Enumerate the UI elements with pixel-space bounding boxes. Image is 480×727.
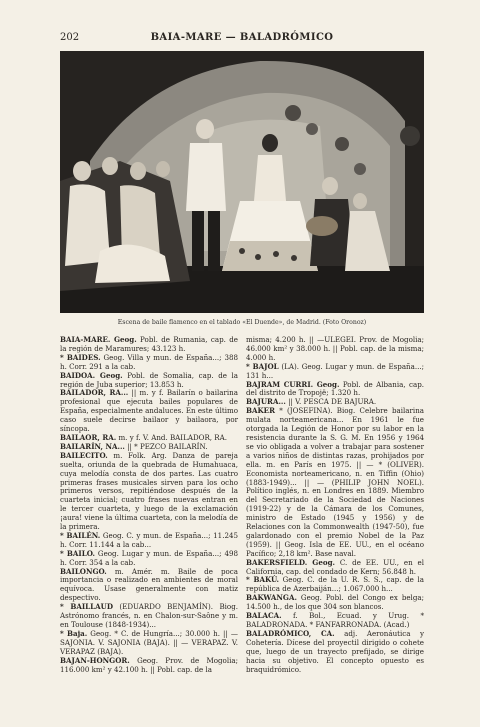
entry-definition: Pobl. de Rumania, cap. de la región de Maramures; 43.123 h. [60,335,238,353]
left-column [60,336,238,674]
entry-headword: BAJURA... [246,397,286,407]
entry-headword: * BAKÚ. [246,575,279,585]
entry-definition: * (JOSEFINA). Biog. Celebre bailarina mulata norteamericana... En 1961 le fue otorgada la Legión de Honor por su labor en la resistencia durante la S. G. M. En 1956 y 1964 se vio obligada a volver a trabajar para sostener a varios niños de distintas razas, prohijados por ella. m. en París en 1975. || — * (OLIVER). Economista norteamericano, n. en Tiffin (Ohio) (1883-1949)... || — (PHILIP JOHN NOEL). Político inglés, n. en Londres en 1889. Miembro del Secretariado de la Sociedad de Naciones (1919-22) y de la Cámara de los Comunes, ministro de Estado (1945 y 1956) y de Relaciones con la Commonwealth (1947-50), fue galardonado con el premio Nobel de la Paz (1959). || Geog. Isla de EE. UU., en el océano Pacífico; 2,18 km². Base naval. [246,406,424,558]
entry-headword: * BAJOL [246,361,279,371]
entry-definition: m. Folk. Arg. Danza de pareja suelta, oriunda de la quebrada de Humahuaca, cuya melodía consta de dos partes. Las cuatro primeras frases musicales sirven para los ocho primeros versos, repitiéndose después de la cuarteta inicial; cuatro frases nuevas entran en le tercer cuarteta, y luego de la exclamación ¡aura! viene la última cuarteta, con la melodía de la primera. [60,450,238,532]
entry-headword: * Baja. [60,628,88,638]
entry-headword: BAKWANGA. [246,593,297,603]
entry-definition: f. Bol., Ecuad. y Urug. * BALADRONADA. * FANFARRONADA. (Acad.) [246,611,424,629]
entry-definition: Geog. C. de la U. R. S. S., cap. de la república de Azerbaiján...; 1.067.000 h... [246,575,424,594]
dictionary-entry [246,559,424,577]
entry-definition: C. de EE. UU., en el California, cap. del condado de Kern; 56.848 h. [246,557,424,576]
dictionary-entry [60,354,238,372]
entry-definition: Pobl. de Somalia, cap. de la región de Juba superior; 13.853 h. [60,370,239,389]
entry-headword: BAJAN-HONGOR. [60,655,130,665]
entry-definition: Geog. Pobl. del Congo ex belga; 14.500 h., de los que 304 son blancos. [246,593,424,612]
dictionary-entry [60,630,238,657]
dictionary-entry [246,630,424,675]
entry-definition: (LA). Geog. Lugar y mun. de España...; 131 h... [246,361,425,380]
dictionary-entry [246,612,424,630]
entry-headword: BAILARÍN, NA... [60,441,125,451]
right-column [246,336,424,674]
dictionary-entry [60,603,238,630]
photo-caption: Escena de baile flamenco en el tablado «El Duende», de Madrid. (Foto Oronoz) [117,319,367,326]
entry-headword: BAIDOA. Geog. [60,370,123,380]
flamenco-photo [60,51,424,313]
entry-headword: BAIA-MARE. Geog. [60,335,137,344]
entry-definition: || * PEZCO BAILARÍN. [124,441,208,451]
dictionary-entry [60,389,238,434]
dictionary-entry [246,576,424,594]
entry-definition: misma; 4.200 h. || —ULEGEI. Prov. de Mogolia; 46.000 km² y 38.000 h. || Pobl. cap. de la misma; 4.000 h. [246,335,424,362]
page-header [60,32,424,46]
entry-headword: BAJRAM CURRI. Geog. [246,379,340,389]
dictionary-entry [246,594,424,612]
entry-definition: Geog. * C. de Hungría...; 30.000 h. || — SAJONIA. V. SAJONIA (BAJA). || — VERAPAZ. V. VERAPAZ (BAJA). [60,628,238,656]
entry-headword: BALACA. [246,611,282,621]
entry-headword: BAILADOR, RA... [60,388,129,398]
entry-definition: Geog. C. y mun. de España...; 11.245 h. Corr. 11.144 a la cab... [60,530,238,549]
dictionary-entry [246,381,424,399]
dictionary-entry [60,657,238,675]
running-title: BAIA-MARE — BALADRÓMICO [150,32,334,43]
entry-headword: BAILECITO. [60,450,108,460]
entry-headword: * BAILLAUD [60,602,113,612]
dictionary-entry [60,532,238,550]
dictionary-entry [246,407,424,558]
entry-headword: BAKERSFIELD. Geog. [246,557,336,567]
entry-definition: || m. y f. Bailarín o bailarina profesional que ejecuta bailes populares de España, especialmente andaluces. En este último caso suele decirse bailaor y bailaora, por síncopa. [60,388,238,434]
entry-definition: Geog. Prov. de Mogolia; 116.000 km² y 42.100 h. || Pobl. cap. de la [60,655,238,674]
entries-columns [60,336,424,721]
entry-definition: Pobl. de Albania, cap. del distrito de Tropojë; 1.320 h. [246,379,424,398]
entry-headword: BAKER [246,406,275,416]
page-number: 202 [60,32,80,43]
entry-definition: Geog. Villa y mun. de España...; 388 h. Corr. 291 a la cab. [60,352,238,371]
dictionary-entry [60,568,238,604]
dictionary-entry [246,336,424,363]
entry-headword: BAILAOR, RA. [60,432,117,442]
entry-headword: BALADRÓMICO, CA. [246,628,335,638]
entry-headword: * BAIDES. [60,352,101,362]
dictionary-entry [60,372,238,390]
entry-headword: * BAILO. [60,548,95,558]
entry-definition: adj. Aeronáutica y Cohetería. Dícese del proyectil dirigido o cohete que, luego de un trayecto prefijado, se dirige hacia su objetivo. El concepto opuesto es braquidrómico. [246,628,425,674]
entry-headword: * BAILÉN. [60,530,101,540]
dictionary-entry [246,363,424,381]
entry-definition: || V. PESCA DE BAJURA. [285,397,377,407]
entry-headword: BAILONGO. [60,566,107,576]
entry-definition: Geog. Lugar y mun. de España...; 498 h. Corr. 354 a la cab. [60,548,239,567]
dictionary-entry [60,336,238,354]
dictionary-entry [60,452,238,532]
entry-definition: m. y f. V. And. BAILADOR, RA. [116,432,228,442]
entry-definition: m. Amér. m. Baile de poca importancia o realizado en ambientes de moral equívoca. Usase generalmente con matiz despectivo. [60,566,238,603]
entry-definition: (EDUARDO BENJAMÍN). Biog. Astrónomo francés, n. en Chalon-sur-Saône y m. en Toulouse (1848-1934)... [60,602,238,629]
dictionary-entry [60,550,238,568]
